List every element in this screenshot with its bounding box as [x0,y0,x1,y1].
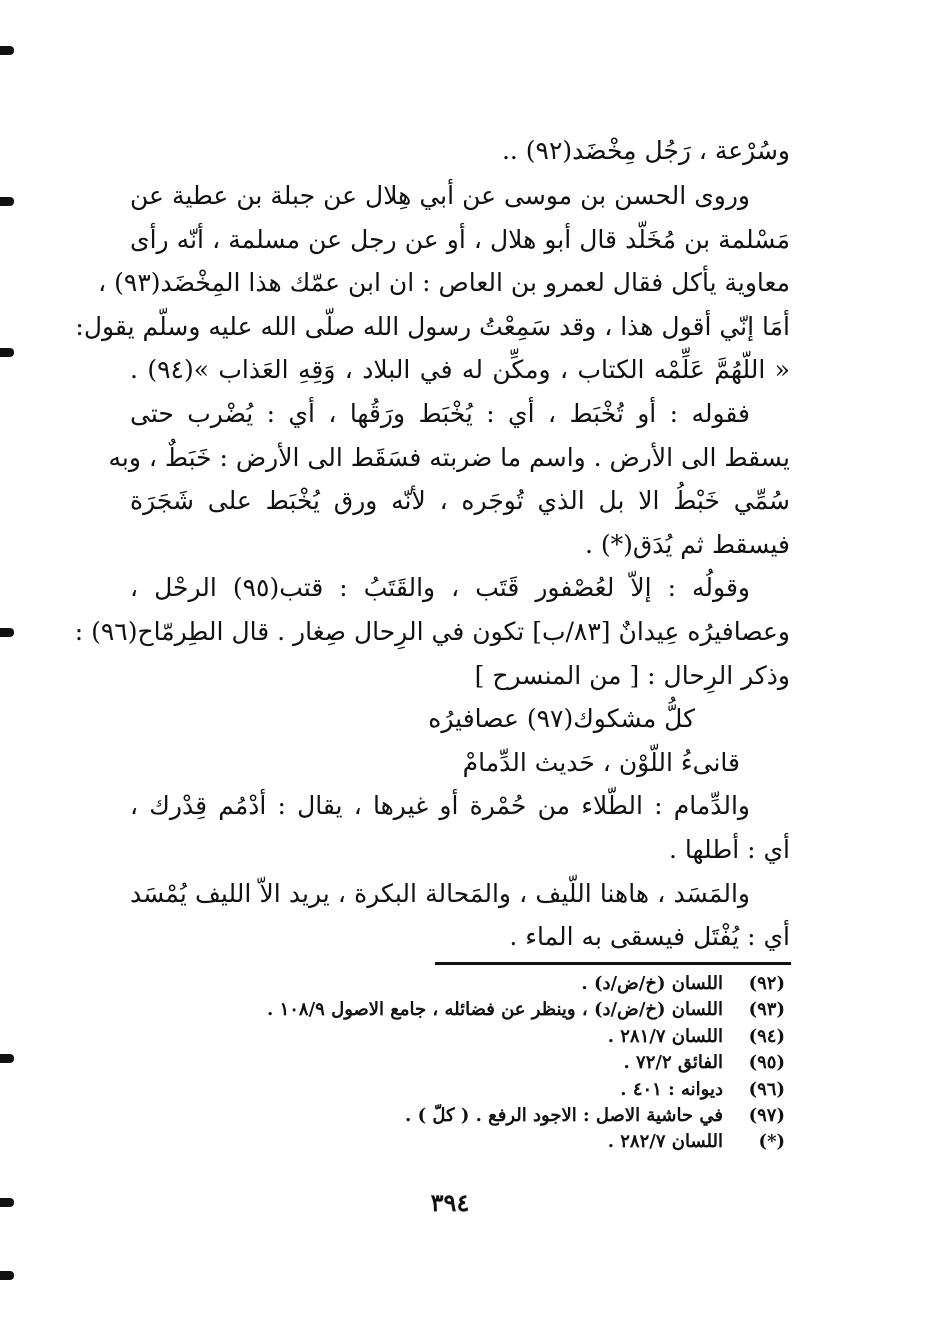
footnote [120,998,785,1024]
text-line: وسُرْعة ، رَجُل مِخْضَد(٩٢) .. [501,136,790,165]
footnote [120,1104,785,1130]
text-line: والمَسَد ، هاهنا اللّيف ، والمَحالة البكرة ، يريد الاّ الليف يُمْسَد [130,878,750,908]
footnote-number: (٩٣) [748,999,785,1021]
text-line: أي : يُفْتَل فيسقى به الماء . [509,922,790,952]
scan-mark [0,1198,14,1207]
text-line: يسقط الى الأرض . واسم ما ضربته فسَقَط الى الأرض : خَبَطٌ ، وبه [108,442,790,472]
footnote [120,972,785,998]
footnote [120,1078,785,1104]
scan-mark [0,197,14,206]
text-line: سُمِّي خَبْطُ الا بل الذي تُوجَره ، لأنّه ورق يُخْبَط على شَجَرَة [130,486,790,516]
scan-mark [0,628,14,637]
footnote-text: اللسان (خ/ض/د) . [581,973,723,994]
text-line: وذكر الرِحال : [ من المنسرح ] [474,660,790,690]
footnote-number: (٩٢) [748,973,785,994]
text-line: أمَا إنّي أقول هذا ، وقد سَمِعْتُ رسول الله صلّى الله عليه وسلّم يقول: [75,311,790,341]
main-text [74,136,790,966]
text-line: والدِّمام : الطّلاء من حُمْرة أو غيرها ، يقال : أدْمُم قِدْرك ، [130,791,750,821]
footnote-text: اللسان ٢٨٢/٧ . [607,1131,723,1153]
footnote [120,1130,785,1156]
footnote-text: ديوانه : ٤٠١ . [620,1078,723,1100]
footnotes [120,972,785,1157]
footnote-number: (٩٧) [748,1104,785,1126]
footnote-text: اللسان ٢٨١/٧ . [607,1025,723,1047]
text-line: أي : أطلها . [669,834,790,864]
footnote-text: في حاشية الاصل : الاجود الرفع . ( كلّ ) . [405,1104,723,1126]
scan-mark [0,348,14,357]
footnote-number: (٩٦) [748,1078,785,1100]
scan-mark [0,46,14,55]
footnote [120,1025,785,1051]
text-line: « اللّهُمَّ عَلِّمْه الكتاب ، ومكِّن له في البلاد ، وَقِهِ العَذاب »(٩٤) . [130,355,790,385]
text-line: فقوله : أو تُخْبَط ، أي : يُخْبَط ورَقُها ، أي : يُضْرب حتى [130,398,750,428]
text-line: وروى الحسن بن موسى عن أبي هِلال عن جبلة بن عطية عن [130,181,750,210]
footnote-divider [435,962,791,965]
text-line: مَسْلمة بن مُخَلّد قال أبو هلال ، أو عن رجل عن مسلمة ، أنّه رأى [130,224,790,254]
page-number: ٣٩٤ [430,1188,470,1217]
footnote-number: (٩٥) [748,1052,785,1074]
footnote [120,1051,785,1077]
footnote-number: (*) [758,1131,785,1153]
footnote-number: (٩٤) [748,1025,785,1047]
footnote-text: اللسان (خ/ض/د) ، وينظر عن فضائله ، جامع الاصول ١٠٨/٩ . [267,999,723,1021]
text-line: وقولُه : إلاّ لعُصْفور قَتَب ، والقَتَبُ : قتب(٩٥) الرحْل ، [130,573,750,603]
text-line: فيسقط ثم يُدَق(*) . [584,529,790,559]
text-line: معاوية يأكل فقال لعمرو بن العاص : ان ابن عمّك هذا المِخْضَد(٩٣) ، [98,268,790,298]
text-line: وعصافيرُه عِيدانٌ [٨٣/ب] تكون في الرِحال صِغار . قال الطِرمّاح(٩٦) : [74,616,790,646]
scan-mark [0,1271,14,1280]
footnote-text: الفائق ٧٢/٢ . [623,1052,723,1074]
verse-line: كلُّ مشكوك(٩٧) عصافيرُه [428,704,695,734]
verse-line: قانىءُ اللّوْن ، حَديث الدِّمامْ [462,747,740,777]
scan-mark [0,1054,14,1063]
